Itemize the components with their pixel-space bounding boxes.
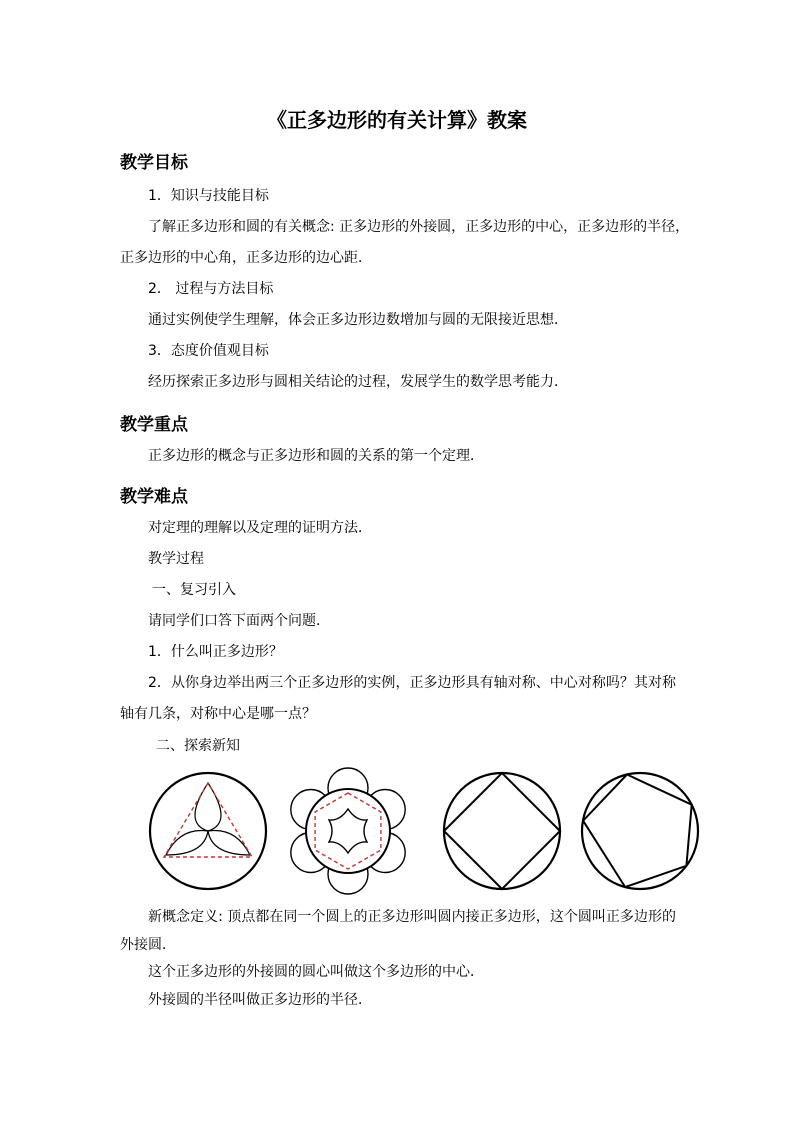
circumcircle-3 — [444, 773, 560, 889]
concept-line1: 新概念定义: 顶点都在同一个圆上的正多边形叫圆内接正多边形，这个圆叫正多边形的 — [148, 909, 676, 925]
petal-top — [195, 783, 221, 831]
question-2-line2: 轴有几条，对称中心是哪一点？ — [120, 706, 316, 722]
process-section-label: 教学过程 — [148, 551, 204, 567]
petal-left — [166, 831, 208, 856]
key-points-text: 正多边形的概念与正多边形和圆的关系的第一个定理． — [148, 448, 484, 464]
knowledge-text-line2: 正多边形的中心角，正多边形的边心距． — [120, 250, 372, 266]
process-text: 通过实例使学生理解，体会正多边形边数增加与圆的无限接近思想． — [148, 312, 568, 328]
inscribed-pentagon — [583, 775, 692, 888]
regular-polygon-figures — [146, 764, 706, 898]
question-1: 1．什么叫正多边形？ — [148, 644, 283, 660]
difficulties-text: 对定理的理解以及定理的证明方法． — [148, 520, 372, 536]
circumcircle-2 — [306, 789, 390, 873]
heading-difficulties: 教学难点 — [120, 487, 188, 507]
knowledge-label: 1．知识与技能目标 — [148, 188, 269, 204]
figure-pentagon — [582, 773, 698, 889]
knowledge-text-line1: 了解正多边形和圆的有关概念: 正多边形的外接圆，正多边形的中心，正多边形的半径， — [148, 219, 690, 235]
figure-hexagon-flower — [291, 768, 405, 894]
review-label: 一、复习引入 — [152, 582, 236, 598]
circumcircle-4 — [582, 773, 698, 889]
heading-key-points: 教学重点 — [120, 415, 188, 435]
attitude-label: 3．态度价值观目标 — [148, 343, 269, 359]
question-2-line1: 2．从你身边举出两三个正多边形的实例，正多边形具有轴对称、中心对称吗？其对称 — [148, 675, 676, 691]
figure-square — [444, 773, 560, 889]
figure-triangle-petals — [150, 773, 266, 889]
dashed-triangle — [164, 783, 252, 857]
process-label: 2． 过程与方法目标 — [148, 281, 274, 297]
radius-definition: 外接圆的半径叫做正多边形的半径． — [148, 992, 372, 1008]
explore-label: 二、探索新知 — [156, 738, 240, 754]
center-definition: 这个正多边形的外接圆的圆心叫做这个多边形的中心． — [148, 964, 484, 980]
review-prompt: 请同学们口答下面两个问题． — [148, 613, 330, 629]
concept-line2: 外接圆． — [120, 937, 176, 953]
attitude-text: 经历探索正多边形与圆相关结论的过程，发展学生的数学思考能力． — [148, 374, 568, 390]
document-title: 《正多边形的有关计算》教案 — [267, 108, 527, 132]
heading-objectives: 教学目标 — [120, 153, 188, 173]
